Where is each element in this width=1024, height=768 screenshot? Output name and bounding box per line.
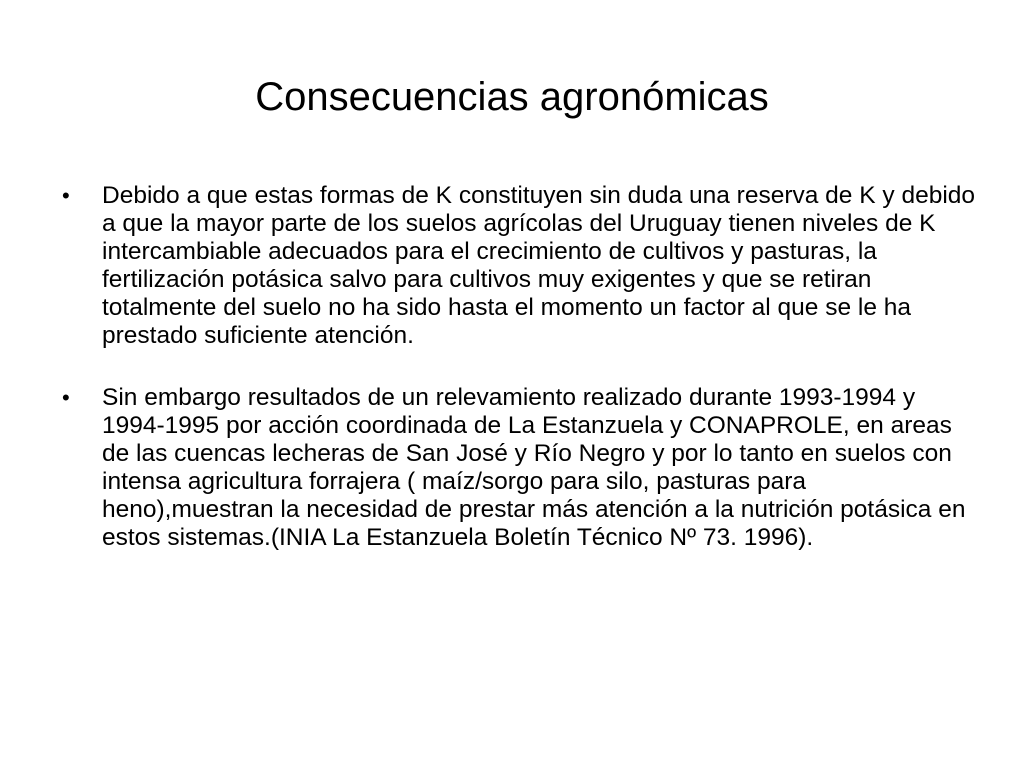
bullet-item xyxy=(56,384,976,552)
bullet-text: Debido a que estas formas de K constituyen sin duda una reserva de K y debido a que la mayor parte de los suelos agrícolas del Uruguay tienen niveles de K intercambiable adecuados para el crecimiento de cultivos y pasturas, la fertilización potásica salvo para cultivos muy exigentes y que se retiran totalmente del suelo no ha sido hasta el momento un factor al que se le ha prestado suficiente atención. xyxy=(102,182,976,349)
bullet-dot-icon: • xyxy=(62,385,70,410)
slide-title: Consecuencias agronómicas xyxy=(255,75,769,119)
bullet-item xyxy=(56,182,976,350)
bullet-list xyxy=(56,182,976,586)
bullet-dot-icon: • xyxy=(62,183,70,208)
bullet-text: Sin embargo resultados de un relevamiento realizado durante 1993-1994 y 1994-1995 por acción coordinada de La Estanzuela y CONAPROLE, en areas de las cuencas lecheras de San José y Río Negro y por lo tanto en suelos con intensa agricultura forrajera ( maíz/sorgo para silo, pasturas para heno),muestran la necesidad de prestar más atención a la nutrición potásica en estos sistemas.(INIA La Estanzuela Boletín Técnico Nº 73. 1996). xyxy=(102,384,966,551)
